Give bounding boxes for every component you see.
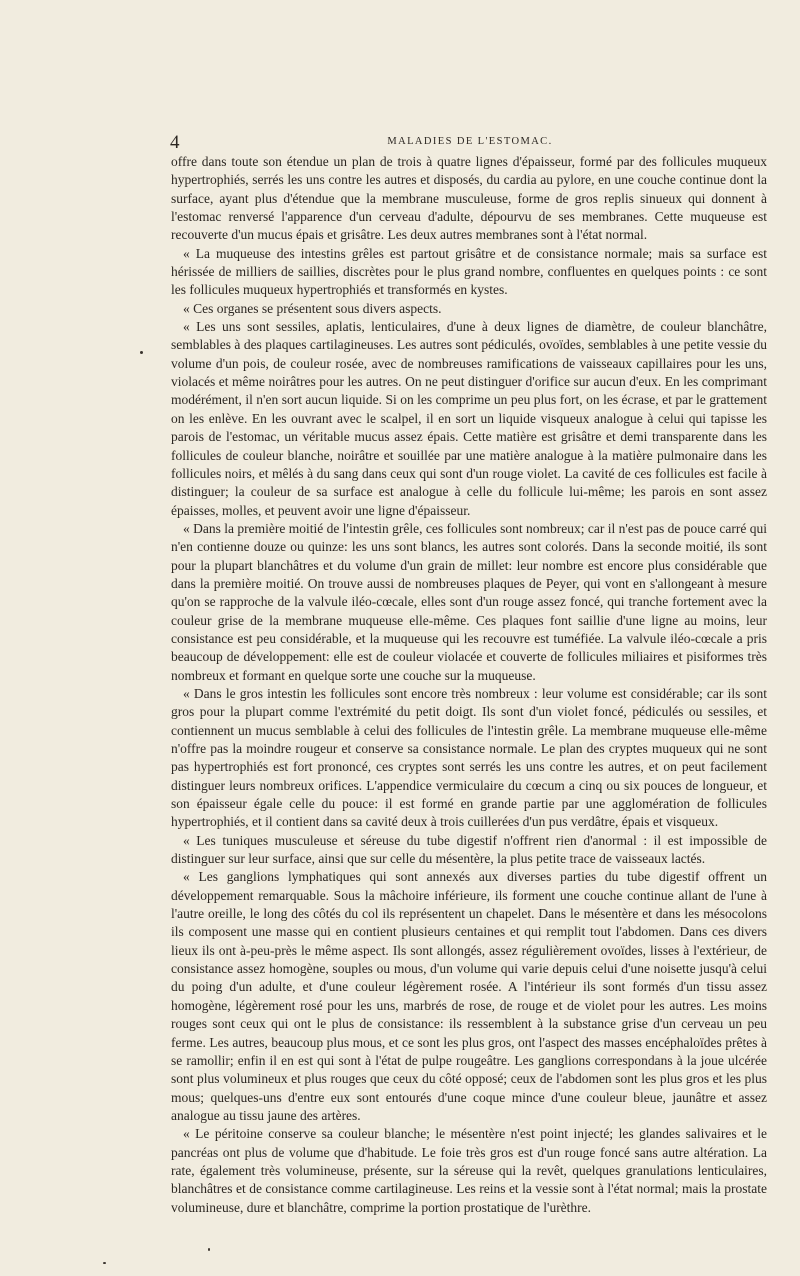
paragraph: « Dans le gros intestin les follicules sont encore très nombreux : leur volume est considérable; car ils sont gros pour la plupart comme l'extrémité du petit doigt. Ils sont d'un violet foncé, pédiculés ou sessiles, et contiennent un mucus semblable à celui des follicules de l'intestin grêle. La membrane muqueuse elle-même n'offre pas la moindre rougeur et conserve sa consistance normale. Le plan des cryptes muqueux qui ne sont pas hypertrophiés est fort prononcé, ces cryptes sont serrés les uns contre les autres, et on peut facilement distinguer leurs nombreux orifices. L'appendice vermiculaire du cœcum a cinq ou six pouces de longueur, et son épaisseur égale celle du pouce: il est formé en grande partie par une agglomération de follicules hypertrophiés, et il contient dans sa cavité deux à trois cuillerées d'un pus verdâtre, épais et visqueux. — [171, 685, 767, 830]
paragraph: « Ces organes se présentent sous divers aspects. — [183, 300, 442, 316]
paragraph: « Dans la première moitié de l'intestin grêle, ces follicules sont nombreux; car il n'est pas de pouce carré qui n'en contienne douze ou quinze: les uns sont blancs, les autres sont colorés. Dans la seconde moitié, ils sont pour la plupart blanchâtres et du volume d'un grain de millet: leur nombre est encore plus considérable que dans la première moitié. On trouve aussi de nombreuses plaques de Peyer, qui vont en s'allongeant à mesure qu'on se rapproche de la valvule iléo-cœcale, elles sont d'un rouge assez foncé, qui tranche fortement avec la couleur grise de la membrane muqueuse elle-même. Ces plaques font saillie d'une ligne au moins, leur consistance est peu considérable, et la muqueuse qui les recouvre est tuméfiée. La valvule iléo-cœcale a pris beaucoup de développement: elle est de couleur violacée et couverte de follicules miliaires et pisiformes très nombreux et formant en quelque sorte une couche sur la muqueuse. — [171, 520, 767, 683]
running-head — [170, 128, 770, 153]
paragraph: « La muqueuse des intestins grêles est partout grisâtre et de consistance normale; mais sa surface est hérissée de milliers de saillies, discrètes pour le plus grand nombre, confluentes en quelques points : ce sont les follicules muqueux hypertrophiés et transformés en kystes. — [171, 245, 767, 298]
running-title: MALADIES DE L'ESTOMAC. — [387, 136, 553, 147]
body-text — [171, 153, 767, 1217]
ink-speck — [208, 1248, 210, 1251]
paragraph: « Les tuniques musculeuse et séreuse du tube digestif n'offrent rien d'anormal : il est impossible de distinguer sur leur surface, ainsi que sur celle du mésentère, la plus petite trace de vaisseaux lactés. — [171, 832, 767, 867]
ink-speck — [103, 1262, 106, 1264]
ink-speck — [140, 351, 143, 354]
paragraph: « Le péritoine conserve sa couleur blanche; le mésentère n'est point injecté; les glandes salivaires et le pancréas ont plus de volume que d'habitude. Le foie très gros est d'un rouge foncé sans autre altération. La rate, également très volumineuse, présente, sur la séreuse qui la revêt, quelques granulations lenticulaires, blanchâtres et de consistance comme cartilagineuse. Les reins et la vessie sont à l'état normal; mais la prostate volumineuse, dure et blanchâtre, comprime la portion prostatique de l'urèthre. — [171, 1126, 767, 1215]
paragraph: « Les ganglions lymphatiques qui sont annexés aux diverses parties du tube digestif offrent un développement remarquable. Sous la mâchoire inférieure, ils forment une couche continue allant de l'une à l'autre oreille, le long des côtés du col ils représentent un chapelet. Dans le mésentère et dans les mésocolons ils composent une masse qui en contient plusieurs centaines et qui remplit tout l'abdomen. Dans ces divers lieux ils ont à-peu-près le même aspect. Ils sont allongés, assez régulièrement ovoïdes, lisses à l'extérieur, de consistance assez homogène, souples ou mous, d'un volume qui varie depuis celui d'une noisette jusqu'à celui du poing d'un adulte, et d'une couleur légèrement rosée. A l'intérieur ils sont formés d'un tissu assez homogène, légèrement rosé pour les uns, marbrés de rose, de rouge et de violet pour les autres. Les moins rouges sont ceux qui ont le plus de consistance: ils ressemblent à la substance grise d'un cerveau un peu ferme. Les autres, beaucoup plus mous, et ce sont les plus gros, ont l'aspect des masses encéphaloïdes prêtes à se ramollir; enfin il en est qui sont à l'état de pulpe rougeâtre. Les ganglions correspondans à la joue ulcérée sont plus volumineux et plus rouges que ceux du côté opposé; ceux de l'abdomen sont les plus gros et les plus mous; quelques-uns d'entre eux sont entourés d'une coque mince d'une couleur bleue, jaunâtre et assez analogue au tissu jaune des artères. — [171, 869, 767, 1123]
page-number: 4 — [170, 132, 180, 153]
paragraph: « Les uns sont sessiles, aplatis, lenticulaires, d'une à deux lignes de diamètre, de couleur blanchâtre, semblables à des plaques cartilagineuses. Les autres sont pédiculés, ovoïdes, semblables à une petite vessie du volume d'un pois, de couleur rosée, avec de nombreuses ramifications de vaisseaux capillaires pour les uns, violacés et même noirâtres pour les autres. On ne peut distinguer d'orifice sur aucun d'eux. En les comprimant modérément, il n'en sort aucun liquide. Si on les comprime un peu plus fort, on les écrase, et par le grattement on les enlève. En les ouvrant avec le scalpel, il en sort un liquide visqueux analogue à celui qui tapisse les parois de l'estomac, un véritable mucus assez épais. Cette matière est grisâtre et demi transparente dans les follicules de couleur blanche, noirâtre et souillée par une matière analogue à la matière pulmonaire dans les follicules noirs, et mêlés à du sang dans ceux qui sont d'un rouge violet. La cavité de ces follicules est facile à distinguer; la couleur de sa surface est analogue à celle du follicule lui-même; les parois en sont assez épaisses, molles, et peuvent avoir une ligne d'épaisseur. — [171, 319, 767, 518]
paragraph: offre dans toute son étendue un plan de trois à quatre lignes d'épaisseur, formé par des follicules muqueux hypertrophiés, serrés les uns contre les autres et disposés, du cardia au pylore, en une couche continue dont la surface, ayant plus d'étendue que la membrane musculeuse, forme de gros replis sinueux qui donnent à l'estomac renversé l'apparence d'un cerveau d'adulte, dépourvu de ses membranes. Cette muqueuse est recouverte d'un mucus épais et grisâtre. Les deux autres membranes sont à l'état normal. — [171, 154, 767, 243]
